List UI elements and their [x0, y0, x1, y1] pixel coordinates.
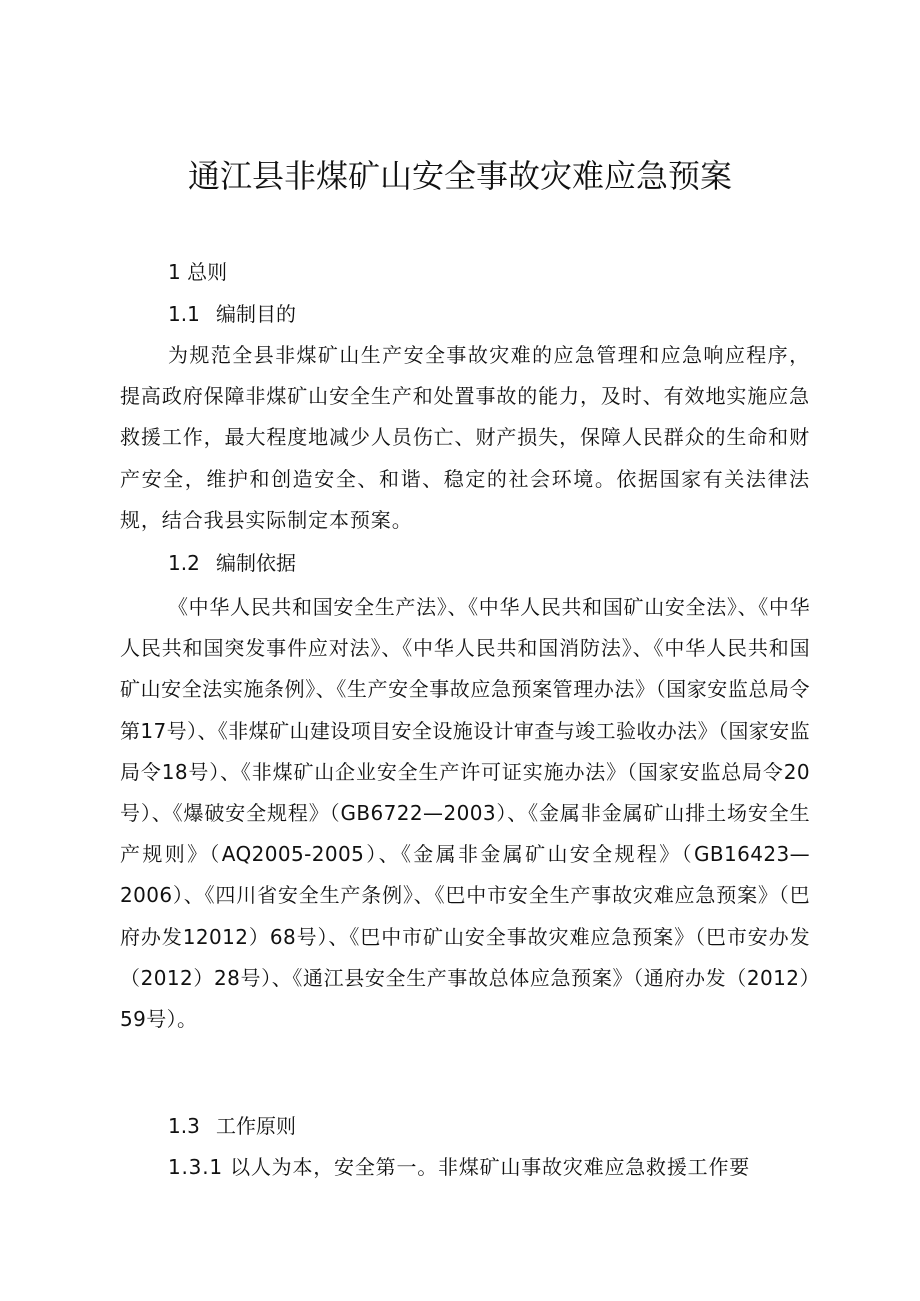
section-1-3-heading	[168, 1112, 296, 1140]
section-1-2-heading	[168, 549, 296, 577]
section-1-3-1-number: 1.3.1	[168, 1155, 223, 1179]
section-1-2-body: 《中华人民共和国安全生产法》、《中华人民共和国矿山安全法》、《中华人民共和国突发事件应对法》、《中华人民共和国消防法》、《中华人民共和国矿山安全法实施条例》、《生产安全事故应急预案管理办法》（国家安监总局令第17号）、《非煤矿山建设项目安全设施设计审查与竣工验收办法》（国家安监局令18号）、《非煤矿山企业安全生产许可证实施办法》（国家安监总局令20号）、《爆破安全规程》（GB6722—2003）、《金属非金属矿山排土场安全生产规则》（AQ2005-2005）、《金属非金属矿山安全规程》（GB16423—2006）、《四川省安全生产条例》、《巴中市安全生产事故灾难应急预案》（巴府办发12012）68号）、《巴中市矿山安全事故灾难应急预案》（巴市安办发（2012）28号）、《通江县安全生产事故总体应急预案》（通府办发（2012）59号）。	[120, 595, 810, 1032]
section-1-3-1-text: 以人为本，安全第一。非煤矿山事故灾难应急救援工作要	[230, 1155, 751, 1179]
section-1-3-1-line	[168, 1153, 810, 1181]
section-1-3-heading-text: 工作原则	[216, 1114, 296, 1138]
section-1-1-heading-text: 编制目的	[216, 302, 296, 326]
section-1-heading	[168, 258, 227, 286]
section-1-2-number: 1.2	[168, 551, 200, 575]
section-1-1-body: 为规范全县非煤矿山生产安全事故灾难的应急管理和应急响应程序，提高政府保障非煤矿山安全生产和处置事故的能力，及时、有效地实施应急救援工作，最大程度地减少人员伤亡、财产损失，保障人民群众的生命和财产安全，维护和创造安全、和谐、稳定的社会环境。依据国家有关法律法规，结合我县实际制定本预案。	[120, 343, 810, 532]
document-title: 通江县非煤矿山安全事故灾难应急预案	[187, 157, 732, 195]
section-1-1-heading	[168, 300, 296, 328]
section-1-3-number: 1.3	[168, 1114, 200, 1138]
section-1-2-heading-text: 编制依据	[216, 551, 296, 575]
section-1-heading-text: 1 总则	[168, 260, 228, 284]
section-1-1-number: 1.1	[168, 302, 200, 326]
